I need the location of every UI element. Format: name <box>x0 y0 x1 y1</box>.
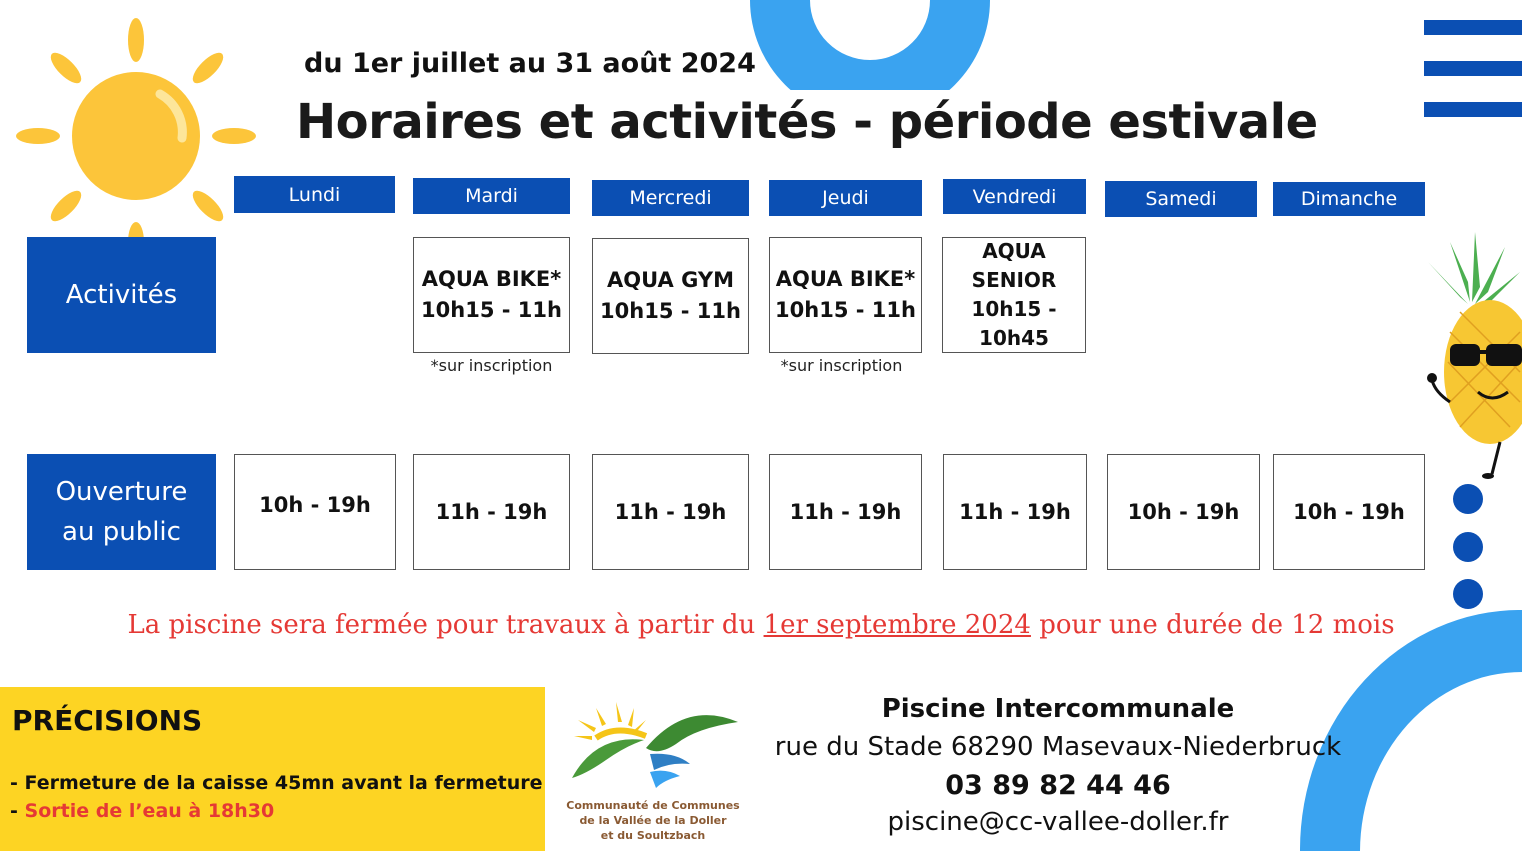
contact-phone[interactable]: 03 89 82 44 46 <box>945 770 1171 801</box>
row-label-activities: Activités <box>27 237 216 353</box>
activity-cell-mardi <box>413 237 570 353</box>
activity-cell-mercredi <box>592 238 749 354</box>
activity-note-mardi: *sur inscription <box>430 356 553 375</box>
hours-cell-dimanche: 10h - 19h <box>1273 454 1425 570</box>
day-header-samedi: Samedi <box>1105 181 1257 217</box>
activity-name: AQUA <box>982 239 1046 263</box>
precisions-line-2 <box>10 800 274 822</box>
activity-cell-jeudi <box>769 237 922 353</box>
hours-cell-samedi: 10h - 19h <box>1107 454 1260 570</box>
hours-cell-lundi: 10h - 19h <box>234 454 396 570</box>
row-label-opening-line1: Ouverture <box>55 477 188 507</box>
closure-notice-date: 1er septembre 2024 <box>763 610 1031 640</box>
logo-line-3: et du Soultzbach <box>600 829 706 842</box>
day-header-mardi: Mardi <box>413 178 570 214</box>
hours-cell-vendredi: 11h - 19h <box>943 454 1087 570</box>
activity-name: AQUA GYM <box>607 268 734 292</box>
hours-cell-mercredi: 11h - 19h <box>592 454 749 570</box>
row-label-opening-line2: au public <box>62 517 181 547</box>
activity-time: 10h15 - 11h <box>421 298 562 322</box>
logo-line-1: Communauté de Communes <box>566 799 740 812</box>
day-header-mercredi: Mercredi <box>592 180 749 216</box>
closure-notice <box>0 610 1522 640</box>
activity-time: 10h15 - 10h45 <box>971 297 1057 350</box>
logo-line-2: de la Vallée de la Doller <box>579 814 727 827</box>
precisions-line-2-dash: - <box>10 800 25 822</box>
contact-address: rue du Stade 68290 Masevaux-Niederbruck <box>774 732 1342 762</box>
hours-cell-mardi: 11h - 19h <box>413 454 570 570</box>
activity-name: AQUA BIKE* <box>775 267 916 291</box>
closure-notice-after: pour une durée de 12 mois <box>1030 610 1395 640</box>
date-range: du 1er juillet au 31 août 2024 <box>304 48 756 79</box>
activity-time: 10h15 - 11h <box>775 298 916 322</box>
precisions-title: PRÉCISIONS <box>12 704 203 737</box>
activity-note-jeudi: *sur inscription <box>780 356 903 375</box>
contact-name: Piscine Intercommunale <box>881 694 1235 724</box>
day-header-dimanche: Dimanche <box>1273 182 1425 216</box>
closure-notice-before: La piscine sera fermée pour travaux à partir du <box>127 610 764 640</box>
row-label-opening <box>27 454 216 570</box>
activity-name: SENIOR <box>971 268 1057 292</box>
precisions-line-2-text: Sortie de l’eau à 18h30 <box>24 800 275 822</box>
day-header-vendredi: Vendredi <box>943 179 1086 214</box>
activity-name: AQUA BIKE* <box>421 267 562 291</box>
day-header-jeudi: Jeudi <box>769 180 922 216</box>
hours-cell-jeudi: 11h - 19h <box>769 454 922 570</box>
community-logo-text <box>553 798 753 843</box>
precisions-line-1: - Fermeture de la caisse 45mn avant la fermeture <box>10 772 543 794</box>
top-circle-decoration <box>750 0 990 90</box>
day-header-lundi: Lundi <box>234 176 395 213</box>
stripes-decoration <box>1424 20 1522 120</box>
activity-cell-vendredi <box>942 237 1086 353</box>
sun-icon <box>10 14 262 260</box>
contact-email[interactable]: piscine@cc-vallee-doller.fr <box>887 807 1229 837</box>
pineapple-icon <box>1420 232 1522 480</box>
community-logo-icon <box>566 698 741 793</box>
activity-time: 10h15 - 11h <box>600 299 741 323</box>
page-title: Horaires et activités - période estivale <box>296 94 1318 150</box>
